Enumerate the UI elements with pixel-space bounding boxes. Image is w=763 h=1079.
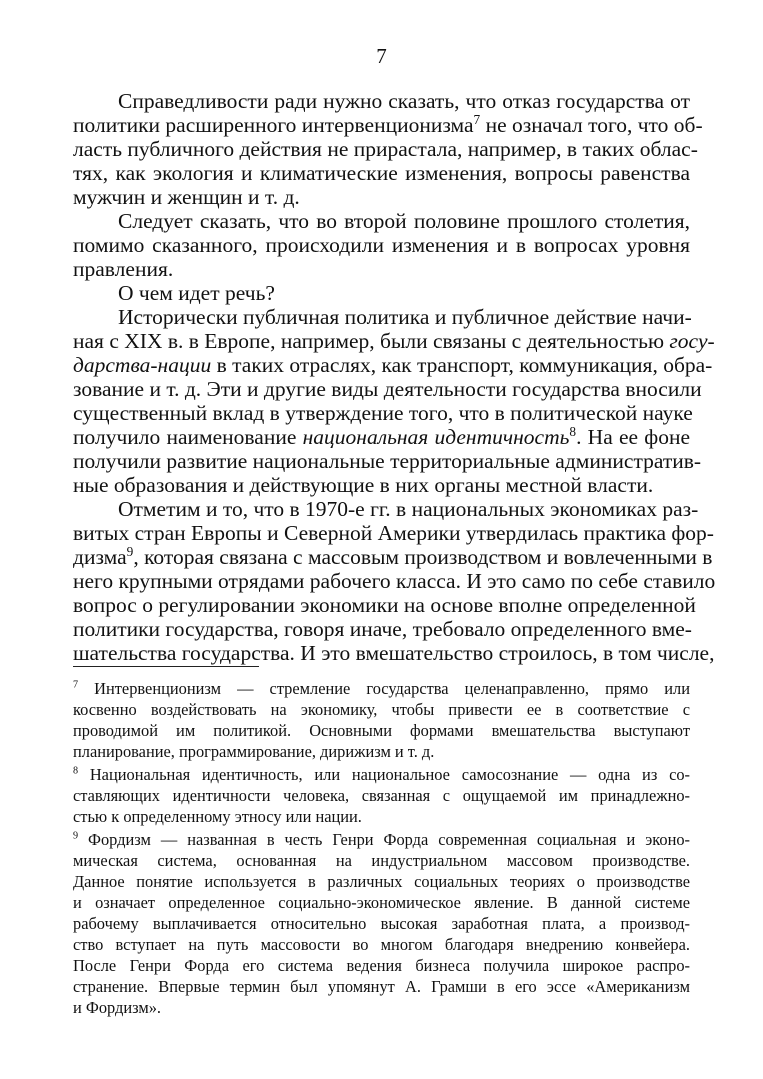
page-number: 7 (376, 44, 387, 68)
body-line: Следует сказать, что во второй половине прошлого столетия, (118, 209, 690, 233)
footnote-line: рабочему выплачивается относительно высокая заработная плата, а производ- (73, 914, 690, 933)
footnote-line: и означает определенное социально-экономическое явление. В данной системе (73, 893, 690, 912)
body-line: помимо сказанного, происходили изменения и в вопросах уровня (73, 233, 690, 257)
footnote-ref: 9 (126, 543, 134, 559)
body-line: правления. (73, 257, 174, 281)
body-line: дизма$^9$, которая связана с массовым производством и вовлеченными в (73, 543, 713, 569)
footnote-line: $^9$ Фордизм — названная в честь Генри Форда современная социальная и эконо- (73, 830, 690, 849)
footnote-line: и Фордизм». (73, 998, 162, 1017)
footnote-line: После Генри Форда его система ведения бизнеса получила широкое распро- (73, 956, 690, 975)
footnote-line: ство вступает на путь массовости во многом благодаря внедрению конвейера. (73, 935, 690, 954)
body-line: зование и т. д. Эти и другие виды деятельности государства вносили (73, 377, 702, 401)
body-line: ласть публичного действия не прирастала, например, в таких облас- (73, 137, 698, 161)
footnote-number: 7 (73, 679, 79, 691)
footnote-line: проводимой им политикой. Основными формами вмешательства выступают (73, 721, 690, 740)
footnote-number: 8 (73, 765, 79, 777)
footnote-separator (73, 666, 259, 667)
body-line: политики расширенного интервенционизма$^7$ не означал того, что об- (73, 111, 703, 137)
body-line: дарства-нации в таких отраслях, как транспорт, коммуникация, обра- (73, 353, 713, 377)
body-line: мужчин и женщин и т. д. (73, 185, 300, 209)
footnote-line: планирование, программирование, дирижизм и т. д. (73, 742, 435, 761)
body-line: политики государства, говоря иначе, требовало определенного вме- (73, 617, 692, 641)
footnote-ref: 7 (473, 111, 481, 127)
body-line: Справедливости ради нужно сказать, что отказ государства от (118, 89, 690, 113)
footnote-line: Данное понятие используется в различных социальных теориях о производстве (73, 872, 690, 891)
footnote-ref: 8 (569, 423, 577, 439)
body-line: получили развитие национальные территориальные административ- (73, 449, 702, 473)
body-line: получило наименование национальная идентичность$^8$. На ее фоне (73, 423, 690, 449)
footnote-line: мическая система, основанная на индустриальном массовом производстве. (73, 851, 690, 870)
footnote-line: стью к определенному этносу или нации. (73, 807, 362, 826)
body-line: Исторически публичная политика и публичное действие начи- (118, 305, 692, 329)
footnote-line: странение. Впервые термин был упомянут А. Грамши в его эссе «Американизм (73, 977, 690, 996)
footnote-number: 9 (73, 830, 79, 842)
footnote-line: $^8$ Национальная идентичность, или национальное самосознание — одна из со- (73, 765, 690, 784)
body-line: вопрос о регулировании экономики на основе вполне определенной (73, 593, 696, 617)
body-line: тях, как экология и климатические изменения, вопросы равенства (73, 161, 690, 185)
footnote-line: $^7$ Интервенционизм — стремление государства целенаправленно, прямо или (73, 679, 690, 698)
body-line: шательства государства. И это вмешательство строилось, в том числе, (73, 641, 715, 665)
body-line: витых стран Европы и Северной Америки утвердилась практика фор- (73, 521, 714, 545)
body-line: Отметим и то, что в 1970-е гг. в национальных экономиках раз- (118, 497, 699, 521)
body-line: ная с XIX в. в Европе, например, были связаны с деятельностью госу- (73, 329, 715, 353)
body-line: ные образования и действующие в них органы местной власти. (73, 473, 654, 497)
footnote-line: косвенно воздействовать на экономику, чтобы привести ее в соответствие с (73, 700, 690, 719)
body-line: О чем идет речь? (118, 281, 275, 305)
footnote-line: ставляющих идентичности человека, связанная с ощущаемой им принадлежно- (73, 786, 690, 805)
body-line: существенный вклад в утверждение того, что в политической науке (73, 401, 693, 425)
body-line: него крупными отрядами рабочего класса. И это само по себе ставило (73, 569, 716, 593)
